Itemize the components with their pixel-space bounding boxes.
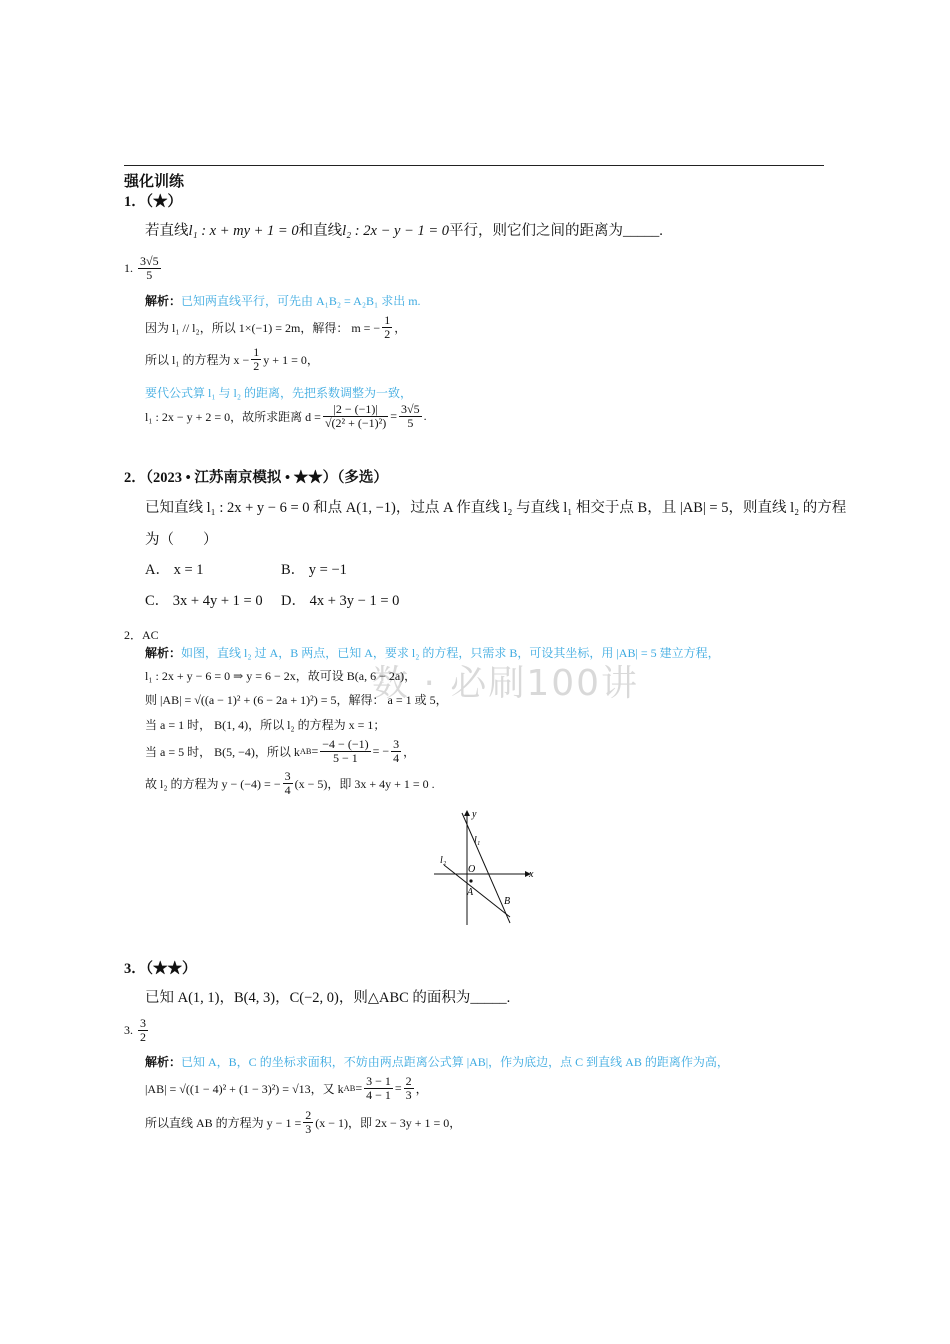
top-rule	[124, 165, 824, 166]
q3-line-2: |AB| = √((1 − 4)² + (1 − 3)²) = √13，又 kAB= $\frac{3 - 1}{4 - 1}$ = $\frac{2}{3}$ ，	[145, 1074, 428, 1103]
label-l2: l₂	[440, 855, 447, 866]
q2-stem-2: 为（ ）	[145, 532, 218, 548]
label-x: x	[529, 869, 534, 880]
q3-stem: 已知 A(1, 1)，B(4, 3)，C(−2, 0)，则△ABC 的面积为_____.	[145, 990, 511, 1006]
q2-option-b: B． y = −1	[281, 562, 347, 578]
section-title: 强化训练	[124, 172, 185, 190]
q2-line-6: 故 l₂ 的方程为 y − (−4) = − $\frac{3}{4}$ (x − 5)，即 3x + 4y + 1 = 0 .	[145, 769, 435, 798]
q1-analysis-1: 解析：已知两直线平行，可先由 A₁B₂ = A₂B₁ 求出 m.	[145, 294, 421, 308]
q2-line-3: 则 |AB| = √((a − 1)² + (6 − 2a + 1)²) = 5，解得： a = 1 或 5，	[145, 693, 448, 707]
q3-header: 3．（★★）	[124, 961, 197, 977]
q2-option-c: C． 3x + 4y + 1 = 0	[145, 593, 263, 609]
q2-stem-1: 已知直线 l₁ : 2x + y − 6 = 0 和点 A(1, −1)，过点 A 作直线 l₂ 与直线 l₁ 相交于点 B，且 |AB| = 5，则直线 l₂ 的方程	[145, 500, 847, 516]
q1-answer: 1. $\frac{3√5}{5}$	[124, 254, 159, 283]
q3-answer: 3. $\frac{3}{2}$	[124, 1016, 146, 1045]
q2-line-5: 当 a = 5 时， B(5, −4)，所以 kAB= $\frac{-4 - (-1)}{5 - 1}$ = − $\frac{3}{4}$ ，	[145, 737, 416, 766]
q3-analysis-1: 解析：已知 A，B，C 的坐标求面积，不妨由两点距离公式算 |AB|，作为底边，点 C 到直线 AB 的距离作为高，	[145, 1055, 729, 1069]
q1-line-3: 所以 l₁ 的方程为 x − $\frac{1}{2}$ y + 1 = 0，	[145, 345, 319, 374]
q1-stem: 若直线l₁ : x + my + 1 = 0和直线l₂ : 2x − y − 1 = 0平行，则它们之间的距离为_____.	[145, 223, 663, 239]
label-a: A	[467, 887, 474, 898]
q2-option-d: D． 4x + 3y − 1 = 0	[281, 593, 400, 609]
q1-line-4: 要代公式算 l₁ 与 l₂ 的距离，先把系数调整为一致，	[145, 386, 413, 400]
label-o: O	[468, 864, 476, 875]
watermark: 数 · 必刷100讲	[372, 663, 640, 704]
q2-answer: 2．AC	[124, 628, 159, 642]
label-l1: l₁	[474, 835, 481, 846]
point-a	[469, 879, 472, 882]
q2-figure	[430, 805, 540, 930]
q1-line-5: l₁ : 2x − y + 2 = 0，故所求距离 d = $\frac{|2 - (-1)|}{\text{√(2² + (−1)²)}}$ = $\frac{3√5}{5}$ .	[145, 402, 427, 431]
q1-line-2: 因为 l₁ // l₂，所以 1×(−1) = 2m，解得： m = − $\frac{1}{2}$ ，	[145, 313, 407, 342]
q2-header: 2．（2023 • 江苏南京模拟 • ★★）（多选）	[124, 470, 388, 486]
q2-line-4: 当 a = 1 时， B(1, 4)，所以 l₂ 的方程为 x = 1；	[145, 718, 386, 732]
q2-analysis-1: 解析：如图，直线 l₂ 过 A，B 两点，已知 A，要求 l₂ 的方程，只需求 B，可设其坐标，用 |AB| = 5 建立方程，	[145, 646, 720, 660]
q1-header: 1．（★）	[124, 194, 182, 210]
label-b: B	[504, 896, 511, 907]
line-l2	[444, 865, 510, 917]
q2-option-a: A． x = 1	[145, 562, 204, 578]
q3-line-3: 所以直线 AB 的方程为 y − 1 = $\frac{2}{3}$ (x − 1)，即 2x − 3y + 1 = 0，	[145, 1108, 462, 1137]
label-y: y	[472, 809, 477, 820]
q2-line-2: l₁ : 2x + y − 6 = 0 ⇒ y = 6 − 2x，故可设 B(a, 6 − 2a)，	[145, 669, 417, 683]
